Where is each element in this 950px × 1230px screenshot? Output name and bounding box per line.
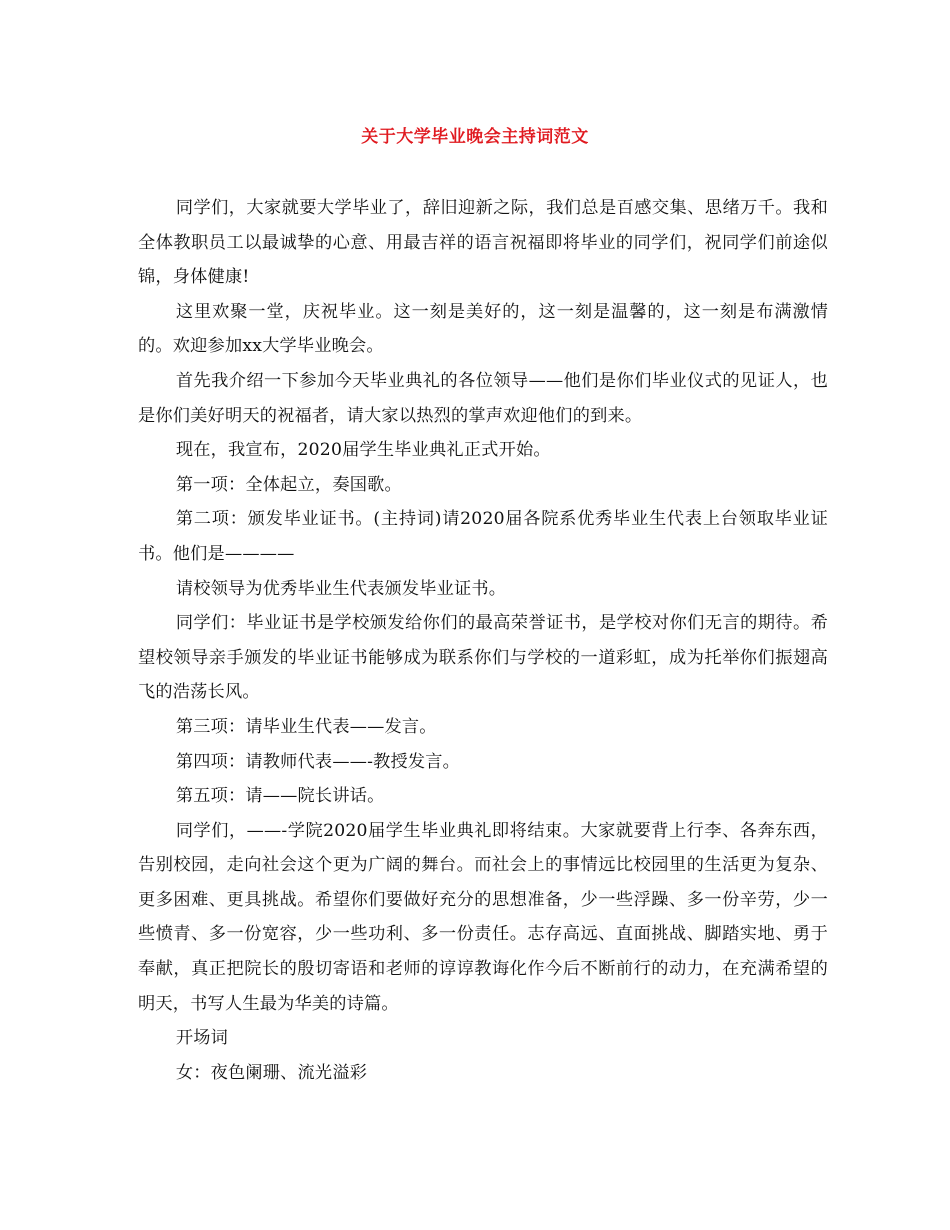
paragraph: 同学们，大家就要大学毕业了，辞旧迎新之际，我们总是百感交集、思绪万千。我和全体教职员工以最诚挚的心意、用最吉祥的语言祝福即将毕业的同学们，祝同学们前途似锦，身体健康! bbox=[138, 198, 828, 288]
paragraph: 首先我介绍一下参加今天毕业典礼的各位领导——他们是你们毕业仪式的见证人，也是你们美好明天的祝福者，请大家以热烈的掌声欢迎他们的到来。 bbox=[138, 370, 828, 426]
document-title: 关于大学毕业晚会主持词范文 bbox=[361, 127, 589, 147]
paragraph: 第四项：请教师代表——-教授发言。 bbox=[175, 751, 461, 772]
paragraph: 第五项：请——院长讲话。 bbox=[175, 786, 385, 807]
paragraph: 同学们：毕业证书是学校颁发给你们的最高荣誉证书，是学校对你们无言的期待。希望校领导亲手颁发的毕业证书能够成为联系你们与学校的一道彩虹，成为托举你们振翅高飞的浩荡长风。 bbox=[138, 613, 828, 703]
paragraph: 女：夜色阑珊、流光溢彩 bbox=[175, 1062, 368, 1083]
paragraph: 第三项：请毕业生代表——发言。 bbox=[175, 716, 437, 737]
paragraph: 开场词 bbox=[175, 1028, 228, 1049]
paragraph: 请校领导为优秀毕业生代表颁发毕业证书。 bbox=[175, 578, 507, 599]
paragraph: 现在，我宣布，2020届学生毕业典礼正式开始。 bbox=[175, 440, 551, 461]
paragraph: 第一项：全体起立，奏国歌。 bbox=[175, 474, 402, 495]
paragraph: 同学们，——-学院2020届学生毕业典礼即将结束。大家就要背上行李、各奔东西，告别校园，走向社会这个更为广阔的舞台。而社会上的事情远比校园里的生活更为复杂、更多困难、更具挑战。希望你们要做好充分的思想准备，少一些浮躁、多一份辛劳，少一些愤青、多一份宽容，少一些功利、多一份责任。志存高远、直面挑战、脚踏实地、勇于奉献，真正把院长的殷切寄语和老师的谆谆教诲化作今后不断前行的动力，在充满希望的明天，书写人生最为华美的诗篇。 bbox=[138, 820, 828, 1014]
paragraph: 第二项：颁发毕业证书。(主持词)请2020届各院系优秀毕业生代表上台领取毕业证书。他们是———— bbox=[138, 509, 828, 564]
paragraph: 这里欢聚一堂，庆祝毕业。这一刻是美好的，这一刻是温馨的，这一刻是布满激情的。欢迎参加xx大学毕业晚会。 bbox=[138, 301, 828, 357]
document-body bbox=[138, 191, 828, 1090]
